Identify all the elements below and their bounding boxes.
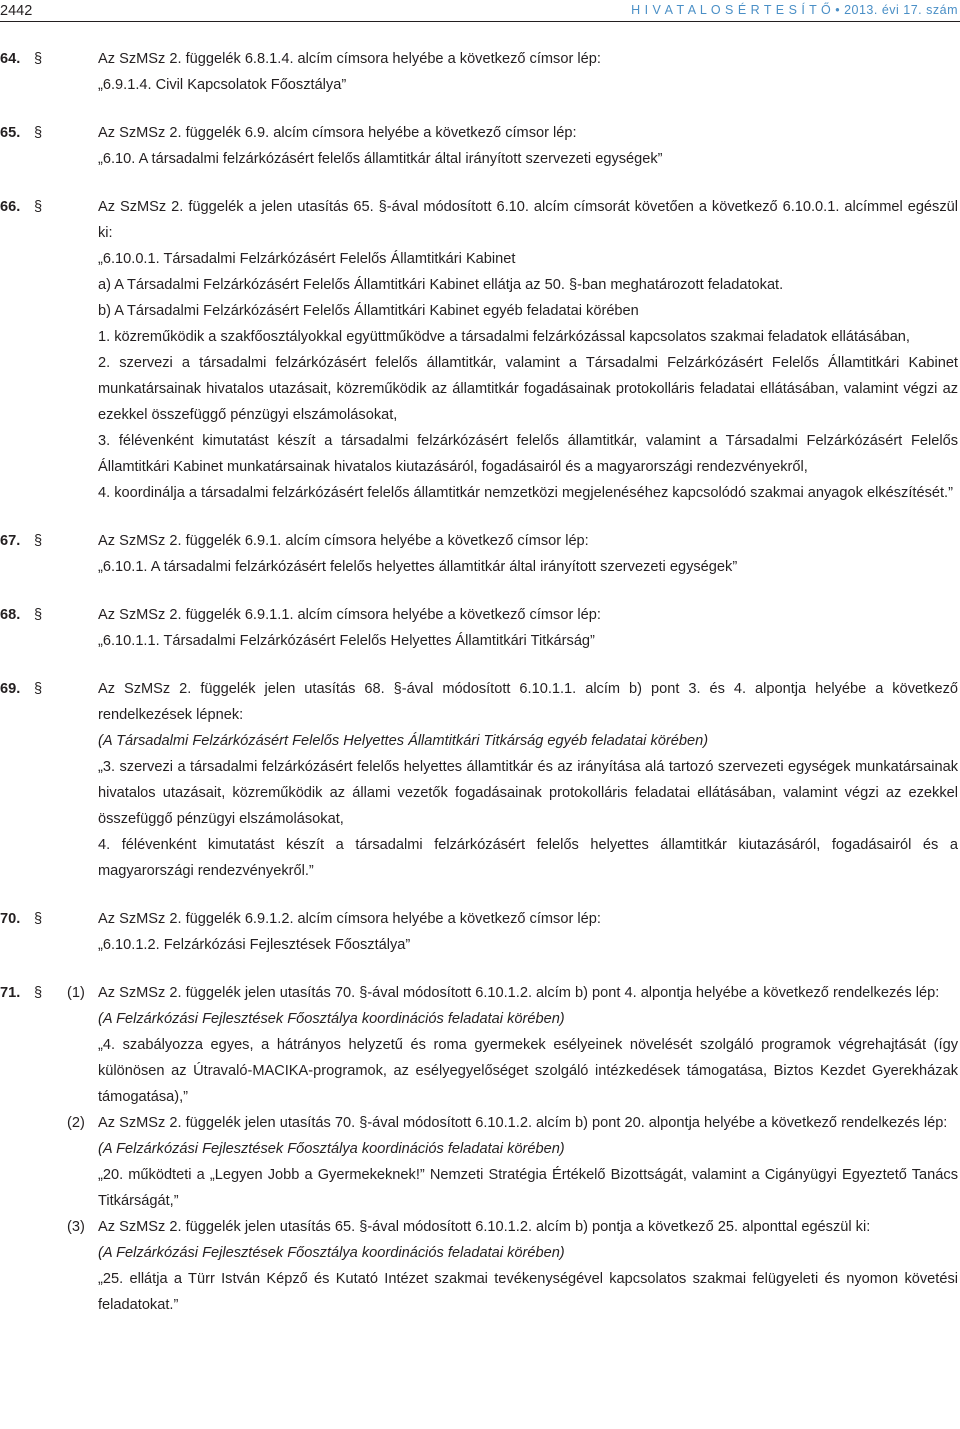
subsection-label: (2) <box>67 1115 85 1131</box>
quoted-text: „4. szabályozza egyes, a hátrányos helyzetű és roma gyermekek esélyeinek növelését szolgáló programok végrehajtását (így különösen az Útravaló-MACIKA-programok, az esélyegyelőséget szolgáló intézkedések támogatása, Biztos Kezdet Gyerekházak támogatása),” <box>98 1037 958 1105</box>
section-69 <box>0 676 960 884</box>
section-67 <box>0 528 960 580</box>
section-64 <box>0 46 960 98</box>
section-number: 66. <box>0 199 21 215</box>
quoted-title: „6.9.1.4. Civil Kapcsolatok Főosztálya” <box>98 77 347 93</box>
subsection-label: (3) <box>67 1219 85 1235</box>
paragraph-sign: § <box>34 607 43 623</box>
subpoint-4: 4. koordinálja a társadalmi felzárkózásért felelős államtitkár nemzetközi megjelenéséhez kapcsolódó szakmai anyagok elkészítését.” <box>98 485 953 501</box>
section-70 <box>0 906 960 958</box>
paragraph-sign: § <box>34 533 43 549</box>
section-text: Az SzMSz 2. függelék a jelen utasítás 65. §-ával módosított 6.10. alcím címsorát követően a következő 6.10.0.1. alcímmel egészül ki: <box>98 199 958 241</box>
context-note: (A Társadalmi Felzárkózásért Felelős Helyettes Államtitkári Titkárság egyéb feladatai körében) <box>98 733 709 749</box>
section-text: Az SzMSz 2. függelék 6.8.1.4. alcím címsora helyébe a következő címsor lép: <box>98 51 601 67</box>
section-number: 64. <box>0 51 21 67</box>
section-number: 68. <box>0 607 21 623</box>
section-66 <box>0 194 960 506</box>
section-text: Az SzMSz 2. függelék jelen utasítás 68. §-ával módosított 6.10.1.1. alcím b) pont 3. és 4. alpontja helyébe a következő rendelkezések lépnek: <box>98 681 958 723</box>
section-number: 71. <box>0 985 21 1001</box>
subsection-1 <box>67 980 958 1110</box>
section-text: Az SzMSz 2. függelék 6.9. alcím címsora helyébe a következő címsor lép: <box>98 125 577 141</box>
subsection-label: (1) <box>67 985 85 1001</box>
quoted-title: „6.10. A társadalmi felzárkózásért felelős államtitkár által irányított szervezeti egységek” <box>98 151 663 167</box>
section-text: Az SzMSz 2. függelék 6.9.1.1. alcím címsora helyébe a következő címsor lép: <box>98 607 601 623</box>
section-71 <box>0 980 960 1318</box>
subpoint-3: „3. szervezi a társadalmi felzárkózásért felelős helyettes államtitkár és az irányítása alá tartozó szervezeti egységek munkatársainak hivatalos utazásait, közreműködik az állami vezetők fogadásainak protokolláris feladatai ellátásában, valamint végzi az ezekkel összefüggő pénzügyi elszámolásokat, <box>98 759 958 827</box>
point-a: a) A Társadalmi Felzárkózásért Felelős Államtitkári Kabinet ellátja az 50. §-ban meghatározott feladatokat. <box>98 277 784 293</box>
page-header <box>0 0 960 22</box>
subsection-2 <box>67 1110 958 1214</box>
page-number: 2442 <box>0 3 33 19</box>
quoted-title: „6.10.1. A társadalmi felzárkózásért felelős helyettes államtitkár által irányított szervezeti egységek” <box>98 559 738 575</box>
section-65 <box>0 120 960 172</box>
quoted-title: „6.10.0.1. Társadalmi Felzárkózásért Felelős Államtitkári Kabinet <box>98 251 516 267</box>
section-number: 67. <box>0 533 21 549</box>
subpoint-1: 1. közreműködik a szakfőosztályokkal együttműködve a társadalmi felzárkózással kapcsolatos szakmai feladatok ellátásában, <box>98 329 910 345</box>
section-number: 70. <box>0 911 21 927</box>
running-title: H I V A T A L O S É R T E S Í T Ő • 2013. évi 17. szám <box>631 3 958 17</box>
section-number: 69. <box>0 681 21 697</box>
section-text: Az SzMSz 2. függelék jelen utasítás 70. §-ával módosított 6.10.1.2. alcím b) pont 20. alpontja helyébe a következő rendelkezés lép: <box>98 1115 948 1131</box>
header-rule <box>0 21 960 22</box>
context-note: (A Felzárkózási Fejlesztések Főosztálya koordinációs feladatai körében) <box>98 1245 565 1261</box>
context-note: (A Felzárkózási Fejlesztések Főosztálya koordinációs feladatai körében) <box>98 1141 565 1157</box>
quoted-title: „6.10.1.2. Felzárkózási Fejlesztések Főosztálya” <box>98 937 411 953</box>
paragraph-sign: § <box>34 125 43 141</box>
quoted-text: „25. ellátja a Türr István Képző és Kutató Intézet szakmai tevékenységével kapcsolatos szakmai felügyeleti és nyomon követési feladatokat.” <box>98 1271 958 1313</box>
context-note: (A Felzárkózási Fejlesztések Főosztálya koordinációs feladatai körében) <box>98 1011 565 1027</box>
section-text: Az SzMSz 2. függelék 6.9.1. alcím címsora helyébe a következő címsor lép: <box>98 533 589 549</box>
paragraph-sign: § <box>34 911 43 927</box>
paragraph-sign: § <box>34 985 43 1001</box>
paragraph-sign: § <box>34 681 43 697</box>
paragraph-sign: § <box>34 51 43 67</box>
section-text: Az SzMSz 2. függelék jelen utasítás 70. §-ával módosított 6.10.1.2. alcím b) pont 4. alpontja helyébe a következő rendelkezés lép: <box>98 985 940 1001</box>
subpoint-4: 4. félévenként kimutatást készít a társadalmi felzárkózásért felelős helyettes államtitkár kiutazásáról, fogadásairól és a magyarországi rendezvényekről.” <box>98 837 958 879</box>
subpoint-3: 3. félévenként kimutatást készít a társadalmi felzárkózásért felelős államtitkár, valamint a Társadalmi Felzárkózásért Felelős Államtitkári Kabinet munkatársainak hivatalos kiutazásáról, fogadásairól és a magyarországi rendezvényekről, <box>98 433 958 475</box>
section-number: 65. <box>0 125 21 141</box>
section-68 <box>0 602 960 654</box>
paragraph-sign: § <box>34 199 43 215</box>
quoted-title: „6.10.1.1. Társadalmi Felzárkózásért Felelős Helyettes Államtitkári Titkárság” <box>98 633 595 649</box>
point-b: b) A Társadalmi Felzárkózásért Felelős Államtitkári Kabinet egyéb feladatai körében <box>98 303 639 319</box>
section-text: Az SzMSz 2. függelék 6.9.1.2. alcím címsora helyébe a következő címsor lép: <box>98 911 601 927</box>
document-body <box>0 46 960 1340</box>
section-text: Az SzMSz 2. függelék jelen utasítás 65. §-ával módosított 6.10.1.2. alcím b) pontja a következő 25. alponttal egészül ki: <box>98 1219 871 1235</box>
quoted-text: „20. működteti a „Legyen Jobb a Gyermekeknek!” Nemzeti Stratégia Értékelő Bizottságát, valamint a Cigányügyi Egyeztető Tanács Titkárságát,” <box>98 1167 958 1209</box>
subsection-3 <box>67 1214 958 1318</box>
subpoint-2: 2. szervezi a társadalmi felzárkózásért felelős államtitkár, valamint a Társadalmi Felzárkózásért Felelős Államtitkári Kabinet munkatársainak hivatalos utazásait, közreműködik az államtitkár fogadásainak protokolláris feladatai ellátásában, valamint végzi az ezekkel összefüggő pénzügyi elszámolásokat, <box>98 355 958 423</box>
